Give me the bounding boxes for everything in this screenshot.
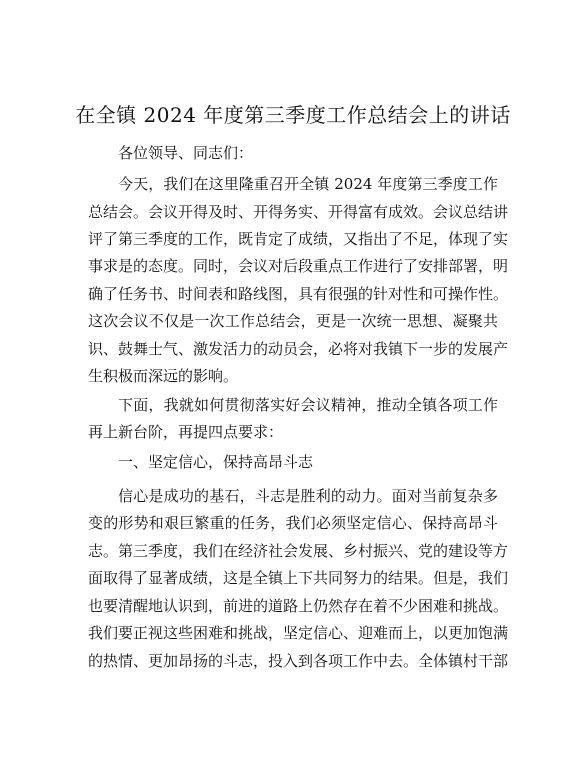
speech-title: 在全镇 2024 年度第三季度工作总结会上的讲话 (75, 103, 511, 127)
paragraph-1-line-5: 确了任务书、时间表和路线图，具有很强的针对性和可操作性。 (88, 285, 509, 303)
paragraph-2-line-2: 再上新台阶，再提四点要求： (88, 423, 284, 441)
paragraph-2-line-1: 下面，我就如何贯彻落实好会议精神，推动全镇各项工作 (118, 396, 498, 414)
paragraph-1-line-8: 生积极而深远的影响。 (88, 367, 239, 385)
paragraph-1-line-3: 评了第三季度的工作，既肯定了成绩，又指出了不足，体现了实 (88, 230, 509, 248)
paragraph-4-line-5: 也要清醒地认识到，前进的道路上仍然存在着不少困难和挑战。 (88, 597, 509, 615)
paragraph-4-line-6: 我们要正视这些困难和挑战，坚定信心、迎难而上，以更加饱满 (88, 624, 509, 642)
paragraph-4-line-1: 信心是成功的基石，斗志是胜利的动力。面对当前复杂多 (118, 487, 498, 505)
paragraph-1-line-2: 总结会。会议开得及时、开得务实、开得富有成效。会议总结讲 (88, 203, 509, 221)
paragraph-4-line-3: 志。第三季度，我们在经济社会发展、乡村振兴、党的建设等方 (88, 542, 509, 560)
paragraph-4-line-7: 的热情、更加昂扬的斗志，投入到各项工作中去。全体镇村干部 (88, 652, 509, 670)
paragraph-1-line-6: 这次会议不仅是一次工作总结会，更是一次统一思想、凝聚共 (88, 312, 498, 330)
paragraph-1-line-7: 识、鼓舞士气、激发活力的动员会，必将对我镇下一步的发展产 (88, 340, 509, 358)
section-heading-1: 一、坚定信心，保持高昂斗志 (118, 453, 314, 471)
paragraph-1-line-4: 事求是的态度。同时，会议对后段重点工作进行了安排部署，明 (88, 257, 509, 275)
greeting: 各位领导、同志们： (118, 144, 254, 162)
paragraph-1-line-1: 今天，我们在这里隆重召开全镇 2024 年度第三季度工作 (118, 175, 498, 193)
paragraph-4-line-2: 变的形势和艰巨繁重的任务，我们必须坚定信心、保持高昂斗 (88, 514, 498, 532)
paragraph-4-line-4: 面取得了显著成绩，这是全镇上下共同努力的结果。但是，我们 (88, 569, 509, 587)
